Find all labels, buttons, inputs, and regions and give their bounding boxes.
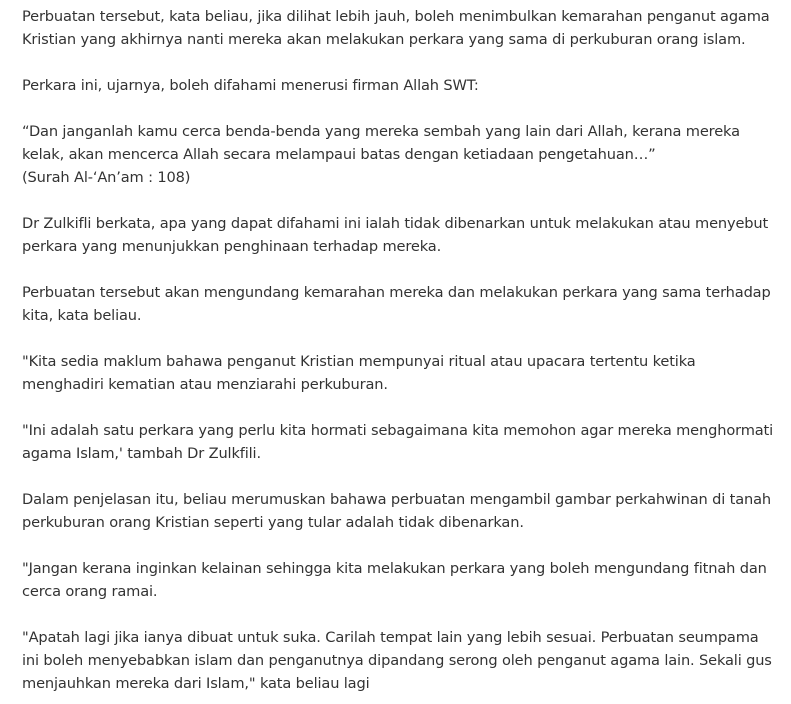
- paragraph-respect: "Ini adalah satu perkara yang perlu kita hormati sebagaimana kita memohon agar mereka menghormati agama Islam,' tambah Dr Zulkfili.: [22, 422, 774, 462]
- paragraph-ritual: "Kita sedia maklum bahawa penganut Kristian mempunyai ritual atau upacara tertentu ketika menghadiri kematian atau menziarahi perkuburan.: [22, 353, 696, 393]
- paragraph-slander: "Jangan kerana inginkan kelainan sehingga kita melakukan perkara yang boleh mengundang fitnah dan cerca orang ramai.: [22, 560, 767, 600]
- paragraph-conclusion: Dalam penjelasan itu, beliau merumuskan bahawa perbuatan mengambil gambar perkahwinan di tanah perkuburan orang Kristian seperti yang tular adalah tidak dibenarkan.: [22, 491, 771, 531]
- paragraph-closing-quote: "Apatah lagi jika ianya dibuat untuk suka. Carilah tempat lain yang lebih sesuai. Perbuatan seumpama ini boleh menyebabkan islam dan penganutnya dipandang serong oleh penganut agama lain. Sekali gus menjauhkan mereka dari Islam," kata beliau lagi: [22, 629, 772, 692]
- paragraph-not-permitted: Dr Zulkifli berkata, apa yang dapat difahami ini ialah tidak dibenarkan untuk melakukan atau menyebut perkara yang menunjukkan penghinaan terhadap mereka.: [22, 215, 769, 255]
- paragraph-provocation: Perbuatan tersebut akan mengundang kemarahan mereka dan melakukan perkara yang sama terhadap kita, kata beliau.: [22, 284, 771, 324]
- paragraph-impact: Perbuatan tersebut, kata beliau, jika dilihat lebih jauh, boleh menimbulkan kemarahan penganut agama Kristian yang akhirnya nanti mereka akan melakukan perkara yang sama di perkuburan orang islam.: [22, 8, 770, 48]
- paragraph-quran-intro: Perkara ini, ujarnya, boleh difahami menerusi firman Allah SWT:: [22, 77, 479, 94]
- paragraph-quran-quote: “Dan janganlah kamu cerca benda-benda yang mereka sembah yang lain dari Allah, kerana mereka kelak, akan mencerca Allah secara melampaui batas dengan ketiadaan pengetahuan…” (Surah Al-‘An’am : 108): [22, 123, 740, 186]
